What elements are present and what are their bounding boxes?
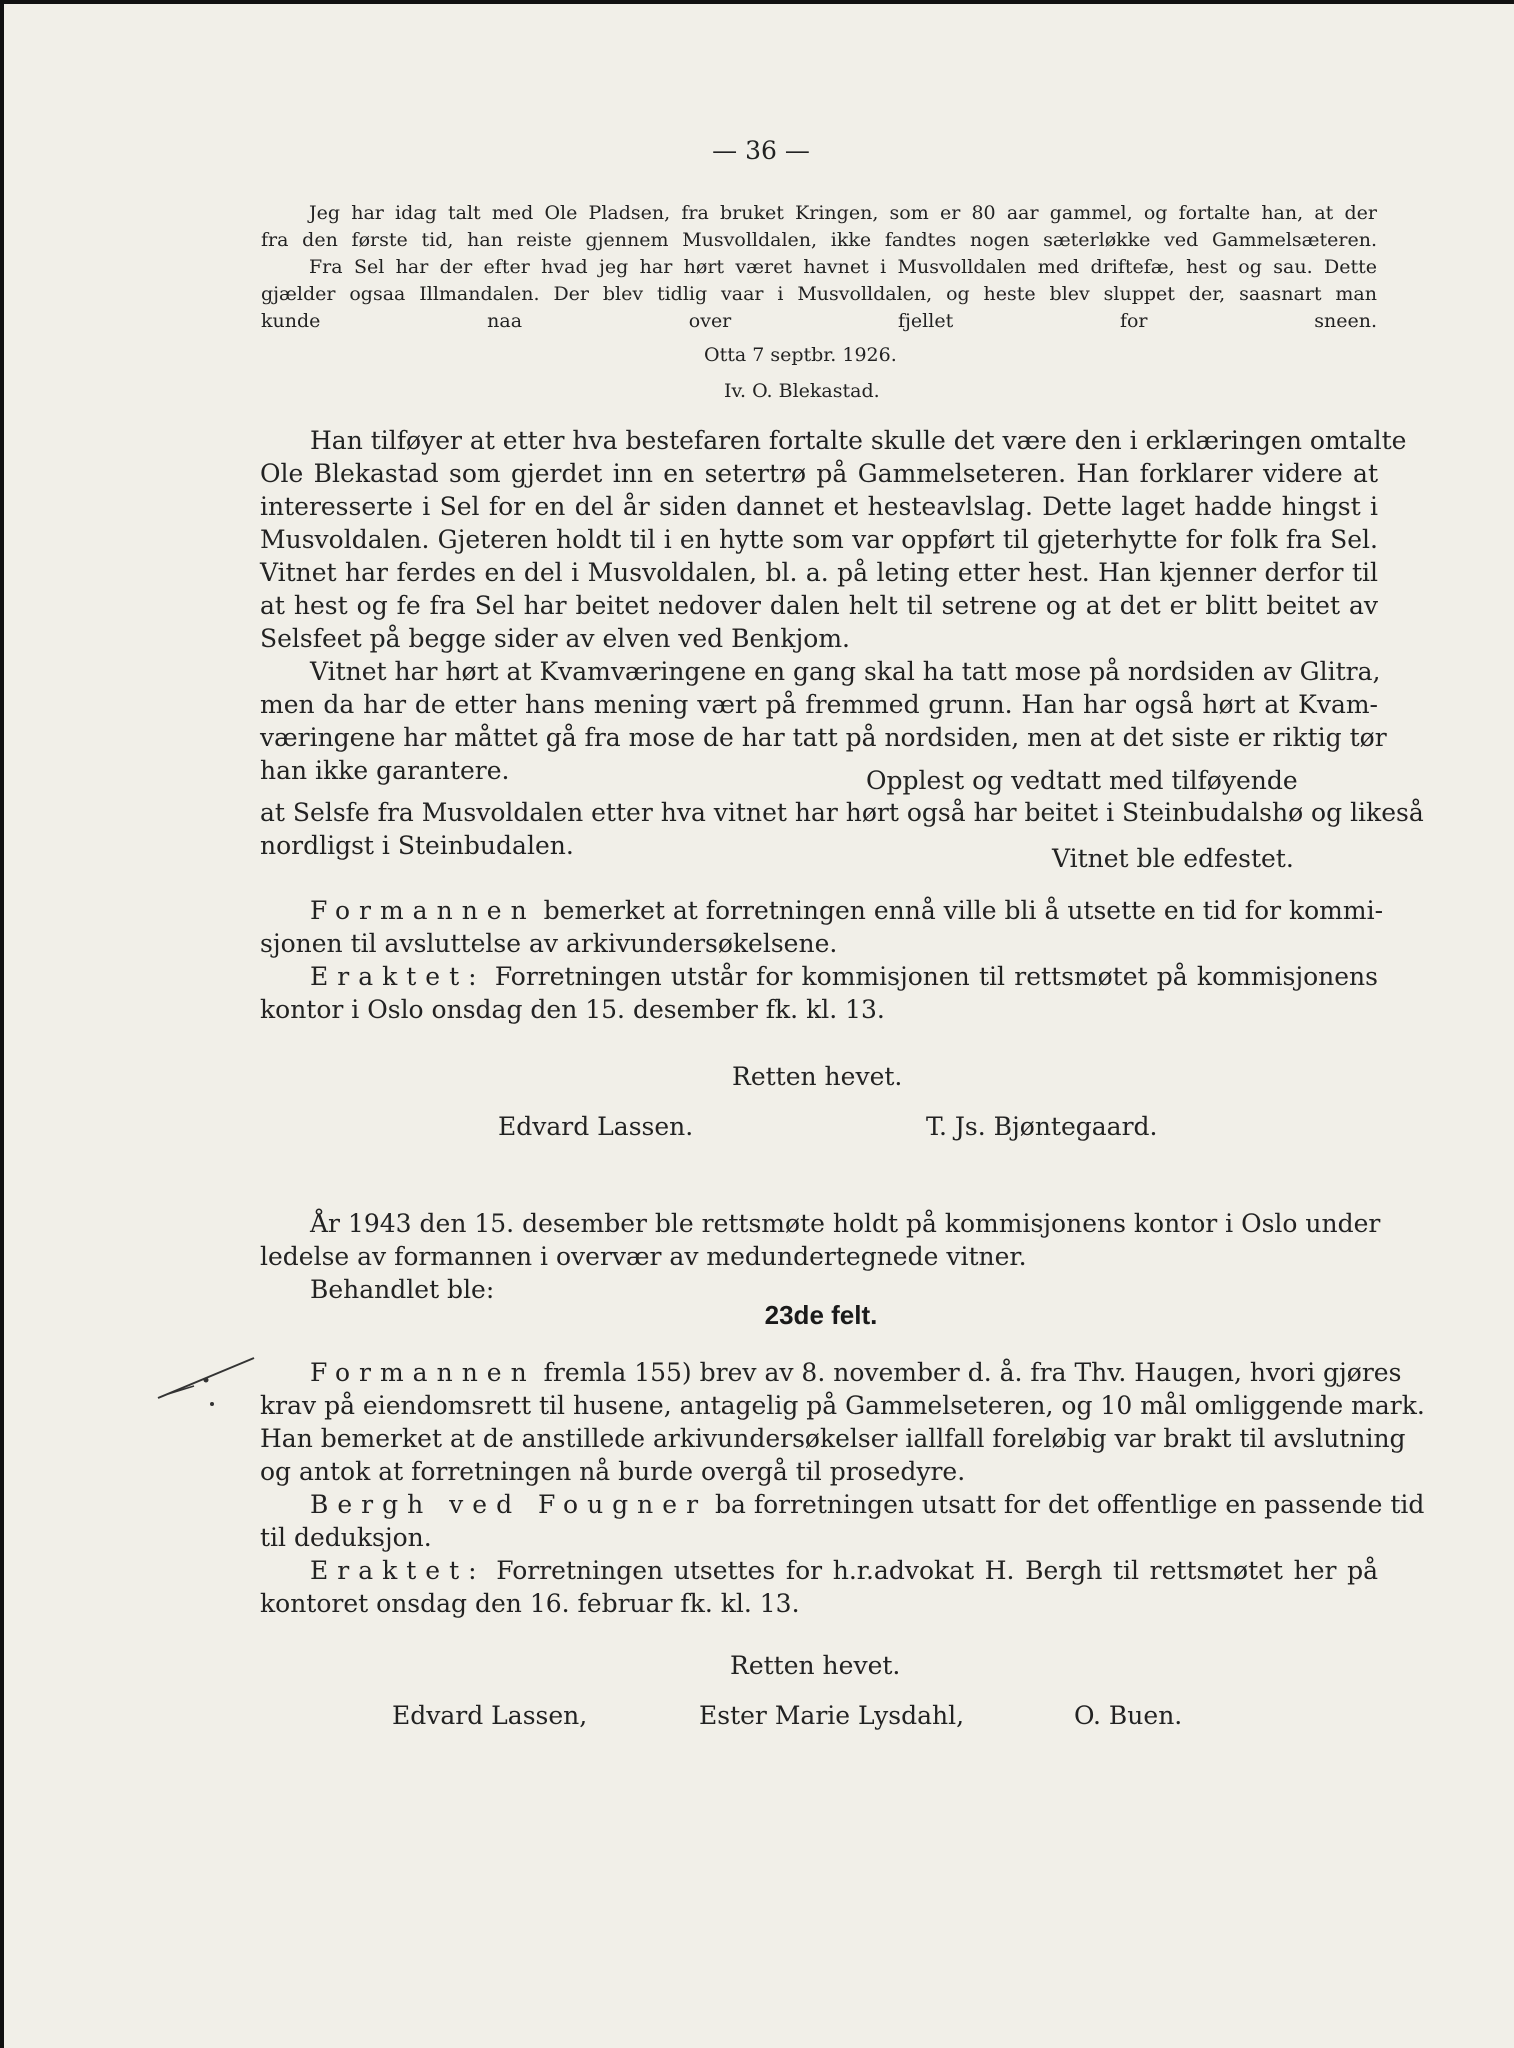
presented-line: og antok at forretningen nå burde overgå til prosedyre. <box>260 1457 966 1486</box>
testimony-paragraph-1 <box>260 424 1407 655</box>
testimony-line: Musvoldalen. Gjeteren holdt til i en hytte som var oppført til gjeterhytte for folk fra Sel. <box>260 525 1378 554</box>
ruling-1-line-1 <box>260 960 1378 993</box>
testimony-line: interesserte i Sel for en del år siden dannet et hesteavlslag. Dette laget hadde hingst i <box>260 492 1378 521</box>
testimony-line: at Selsfe fra Musvoldalen etter hva vitnet har hørt også har beitet i Steinbudalshø og likeså <box>260 798 1424 827</box>
court-adjourned-1: Retten hevet. <box>732 1062 903 1091</box>
ruling-2-line-2: kontoret onsdag den 16. februar fk. kl. 13. <box>260 1589 800 1618</box>
counsel-label: Bergh ved Fougner <box>310 1490 708 1519</box>
ruling-1-line-2: kontor i Oslo onsdag den 15. desember fk. kl. 13. <box>260 995 885 1024</box>
chairman-label: Formannen <box>310 896 536 925</box>
quoted-statement <box>261 200 1377 335</box>
chairman-remark-line-2: sjonen til avsluttelse av arkivundersøkelsene. <box>260 929 838 958</box>
ruling-text-2: Forretningen utsettes for h.r.advokat H. Bergh til rettsmøtet her på <box>496 1556 1378 1585</box>
signature-lassen-1: Edvard Lassen. <box>498 1112 694 1141</box>
ruling-1 <box>260 960 1378 1026</box>
intro-line: ledelse av formannen i overvær av medundertegnede vitner. <box>260 1242 1027 1271</box>
ruling-2 <box>260 1554 1378 1620</box>
chairman-remark-line-1 <box>260 894 1384 927</box>
witness-sworn: Vitnet ble edfestet. <box>1052 844 1294 873</box>
presented-text: fremla 155) brev av 8. november d. å. fra Thv. Haugen, hvori gjøres <box>543 1358 1402 1387</box>
session-2-intro <box>260 1207 1381 1306</box>
ruling-text: Forretningen utstår for kommisjonen til rettsmøtet på kommisjonens <box>494 962 1378 991</box>
testimony-line: Selsfeet på begge sider av elven ved Benkjom. <box>260 624 850 653</box>
quote-line-5: kunde naa over fjellet for sneen. <box>261 310 1377 332</box>
quote-line-1: Jeg har idag talt med Ole Pladsen, fra bruket Kringen, som er 80 aar gammel, og fortalte han, at der <box>309 202 1377 224</box>
request-text: ba forretningen utsatt for det offentlige en passende tid <box>714 1490 1425 1519</box>
presented-line: Han bemerket at de anstillede arkivundersøkelser iallfall foreløbig var brakt til avslutning <box>260 1424 1406 1453</box>
page-number: — 36 — <box>712 136 810 165</box>
testimony-line: Ole Blekastad som gjerdet inn en setertrø på Gammelseteren. Han forklarer videre at <box>260 459 1378 488</box>
testimony-addition-end: nordligst i Steinbudalen. <box>260 831 574 860</box>
testimony-line: men da har de etter hans mening vært på fremmed grunn. Han har også hørt at Kvam- <box>260 690 1378 719</box>
testimony-line: Han tilføyer at etter hva bestefaren fortalte skulle det være den i erklæringen omtalte <box>310 426 1407 455</box>
testimony-line-short: han ikke garantere. <box>260 756 510 785</box>
bergh-request <box>260 1488 1425 1554</box>
bergh-line-2: til deduksjon. <box>260 1523 432 1552</box>
read-and-approved: Opplest og vedtatt med tilføyende <box>866 766 1298 795</box>
signature-buen: O. Buen. <box>1074 1701 1183 1730</box>
remark-text: bemerket at forretningen ennå ville bli å utsette en tid for kommi- <box>543 896 1384 925</box>
testimony-line: Vitnet har hørt at Kvamværingene en gang skal ha tatt mose på nordsiden av Glitra, <box>310 657 1381 686</box>
quote-place-date: Otta 7 septbr. 1926. <box>704 344 897 366</box>
intro-line: År 1943 den 15. desember ble rettsmøte holdt på kommisjonens kontor i Oslo under <box>310 1209 1381 1238</box>
ruling-2-line-1 <box>260 1554 1378 1587</box>
ruling-label-2: Eraktet: <box>310 1556 486 1585</box>
chairman-remark <box>260 894 1384 960</box>
ruling-label: Eraktet: <box>310 962 486 991</box>
quote-line-3: Fra Sel har der efter hvad jeg har hørt været havnet i Musvolldalen med driftefæ, hest og sau. Dette <box>309 256 1377 278</box>
chairman-presented <box>260 1356 1425 1488</box>
bergh-line-1 <box>260 1488 1425 1521</box>
margin-pen-mark <box>154 1352 264 1422</box>
testimony-line: Vitnet har ferdes en del i Musvoldalen, bl. a. på leting etter hest. Han kjenner derfor til <box>260 558 1378 587</box>
signature-bjontegaard: T. Js. Bjøntegaard. <box>926 1112 1158 1141</box>
signature-lysdahl: Ester Marie Lysdahl, <box>699 1701 965 1730</box>
quote-signature: Iv. O. Blekastad. <box>724 380 880 402</box>
quote-line-4: gjælder ogsaa Illmandalen. Der blev tidlig vaar i Musvolldalen, og heste blev sluppet der, saasnart man <box>261 283 1377 305</box>
section-heading: 23de felt. <box>764 1300 878 1330</box>
signature-lassen-2: Edvard Lassen, <box>392 1701 588 1730</box>
quote-line-2: fra den første tid, han reiste gjennem Musvolldalen, ikke fandtes nogen sæterløkke ved Gammelsæteren. <box>261 229 1377 251</box>
court-adjourned-2: Retten hevet. <box>730 1651 901 1680</box>
intro-line: Behandlet ble: <box>310 1275 495 1304</box>
testimony-paragraph-2 <box>260 655 1387 754</box>
testimony-line: at hest og fe fra Sel har beitet nedover dalen helt til setrene og at det er blitt beitet av <box>260 591 1378 620</box>
chairman-label-2: Formannen <box>310 1358 536 1387</box>
presented-line-1 <box>260 1356 1402 1389</box>
testimony-line: væringene har måttet gå fra mose de har tatt på nordsiden, men at det siste er riktig tør <box>260 723 1387 752</box>
presented-line: krav på eiendomsrett til husene, antagelig på Gammelseteren, og 10 mål omliggende mark. <box>260 1391 1425 1420</box>
testimony-addition <box>260 796 1424 829</box>
